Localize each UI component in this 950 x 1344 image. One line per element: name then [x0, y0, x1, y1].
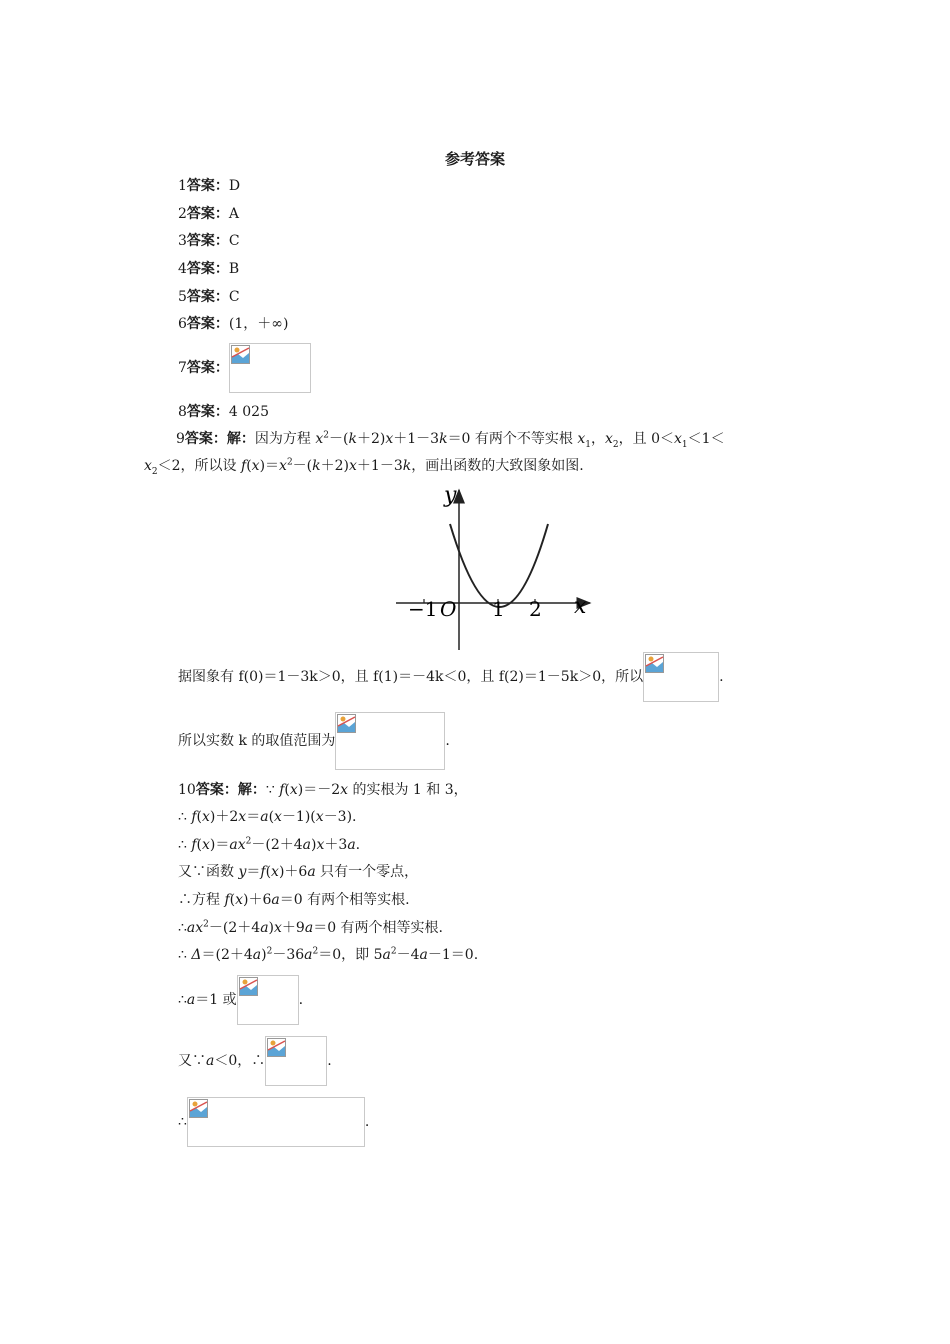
answer-10-line2: ∴ f(x)＋2x＝a(x－1)(x－3).: [178, 809, 357, 825]
y-axis-label: y: [444, 483, 457, 508]
answer-6: 6答案：(1，＋∞): [178, 316, 289, 332]
x-axis-label: x: [574, 594, 587, 619]
page-title: 参考答案: [444, 150, 505, 168]
parabola-graph: [390, 482, 600, 654]
answer-10-line9: 又∵a＜0，∴ .: [178, 1035, 332, 1087]
answer-10-line3: ∴ $f(x)=ax^2-(2+4a)x+3a$.: [178, 836, 361, 853]
answer-9-text: 9答案：解：因为方程 $x^2-(k+2)x+1-3k=0$ 有两个不等实根 $x_1$，$x_2$，且 $0<x_1<1<$ $x_2<2$，所以设 $f(x)=x^2-(k+2)x+1-3k$，画出函数的大致图象如图.: [144, 430, 725, 477]
origin-label: O: [440, 597, 457, 621]
broken-image-icon: [229, 343, 311, 393]
tick-label-1: 1: [492, 597, 505, 621]
tick-label-neg1: −1: [408, 597, 438, 621]
answer-10-line1: 10答案：解：∵ f(x)＝－2x 的实根为 1 和 3，: [178, 782, 468, 798]
answer-5: 5答案：C: [178, 289, 240, 305]
answer-4: 4答案：B: [178, 261, 240, 277]
answer-9-line2: 据图象有 f(0)＝1－3k＞0，且 f(1)＝－4k＜0，且 f(2)＝1－5k＞0，所以 .: [178, 652, 724, 702]
answer-10-line8: ∴a＝1 或 .: [178, 974, 303, 1026]
parabola-curve: [450, 524, 548, 607]
answer-7: 7答案：: [178, 343, 311, 393]
broken-image-icon: [335, 712, 445, 770]
answer-8: 8答案：4 025: [178, 404, 270, 420]
answer-10-line4: 又∵函数 y＝f(x)＋6a 只有一个零点，: [178, 864, 419, 880]
broken-image-icon: [237, 975, 299, 1025]
answer-10-line5: ∴方程 f(x)＋6a＝0 有两个相等实根.: [178, 892, 410, 908]
broken-image-icon: [187, 1097, 365, 1147]
broken-image-icon: [265, 1036, 327, 1086]
answer-1: 1答案：D: [178, 178, 241, 194]
answer-9-line3: 所以实数 k 的取值范围为 .: [178, 712, 450, 770]
answer-3: 3答案：C: [178, 233, 240, 249]
tick-label-2: 2: [529, 597, 542, 621]
answer-10-line10: ∴ .: [178, 1096, 369, 1148]
broken-image-icon: [643, 652, 719, 702]
answer-10-line6: $\therefore ax^2-(2+4a)x+9a=0$ 有两个相等实根.: [178, 919, 444, 936]
answer-2: 2答案：A: [178, 206, 240, 222]
answer-10-line7: ∴ $\Delta=(2+4a)^2-36a^2=0$，即 $5a^2-4a-1=0$.: [178, 946, 479, 963]
